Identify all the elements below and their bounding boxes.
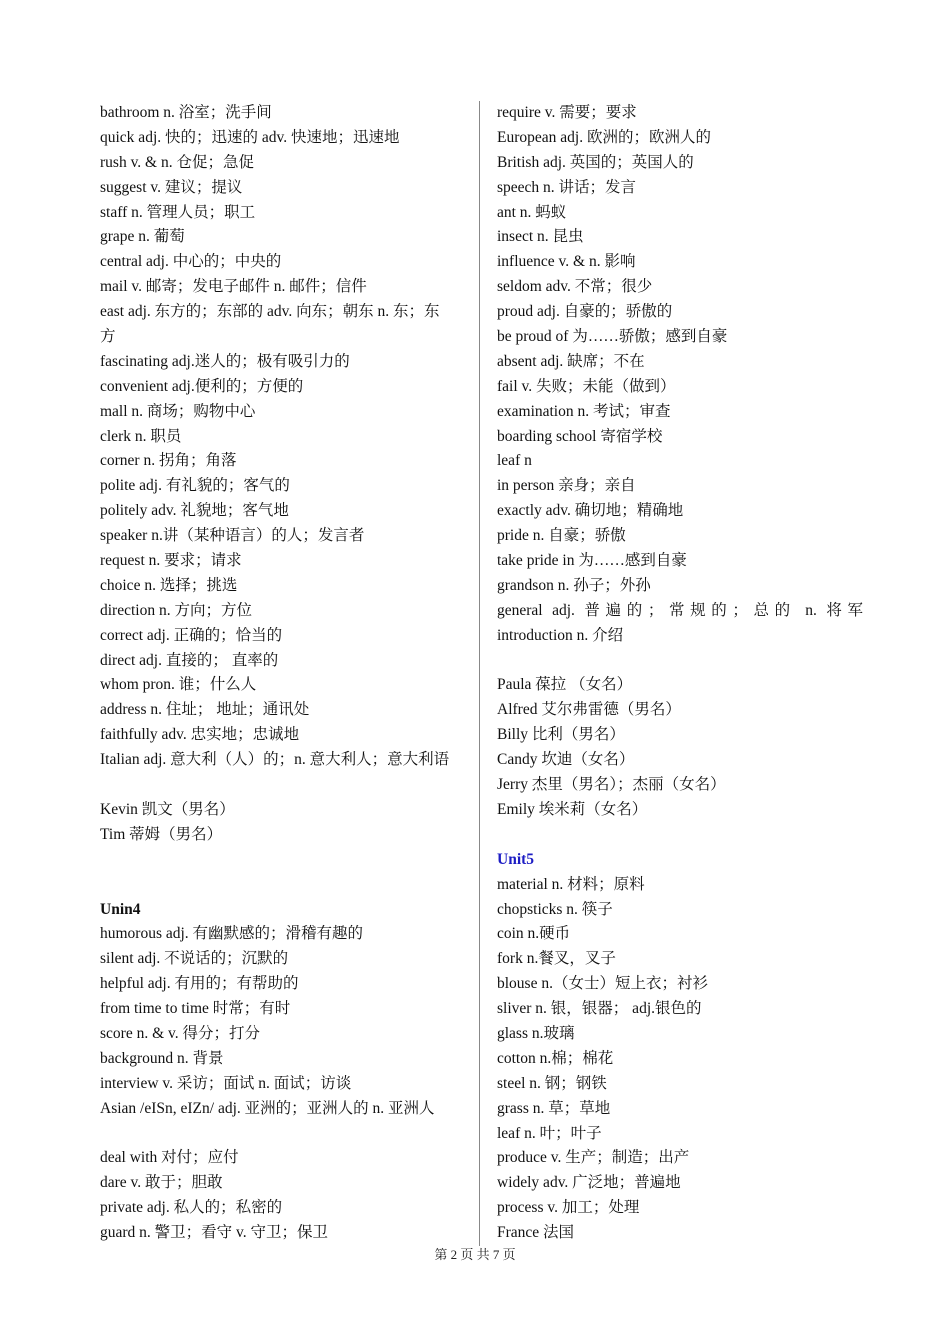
column-divider (479, 101, 480, 1246)
left-column (100, 101, 466, 1246)
vocab-entry: silent adj. 不说话的；沉默的 (100, 950, 289, 968)
vocab-entry: Italian adj. 意大利（人）的；n. 意大利人；意大利语 (100, 751, 450, 769)
vocab-entry: widely adv. 广泛地；普遍地 (497, 1174, 681, 1192)
vocab-entry: background n. 背景 (100, 1049, 224, 1067)
vocab-entry: east adj. 东方的；东部的 adv. 向东；朝东 n. 东；东 (100, 303, 440, 321)
blank-line (100, 773, 466, 798)
vocab-entry: France 法国 (497, 1224, 575, 1242)
vocab-entry: seldom adv. 不常；很少 (497, 278, 653, 296)
vocab-entry: request n. 要求；请求 (100, 552, 242, 570)
vocab-entry: steel n. 钢；钢铁 (497, 1074, 607, 1092)
vocab-entry: ant n. 蚂蚁 (497, 203, 567, 221)
vocab-entry: Jerry 杰里（男名）；杰丽（女名） (497, 776, 726, 794)
vocab-entry: pride n. 自豪；骄傲 (497, 527, 626, 545)
right-column (497, 101, 863, 1246)
vocab-entry: mall n. 商场；购物中心 (100, 402, 256, 420)
vocab-entry: helpful adj. 有用的；有帮助的 (100, 975, 299, 993)
vocab-entry: politely adv. 礼貌地；客气地 (100, 502, 289, 520)
unit-heading: Unit5 (497, 850, 535, 868)
vocab-entry: proud adj. 自豪的；骄傲的 (497, 303, 673, 321)
unit-heading: Unin4 (100, 900, 141, 918)
vocab-entry: process v. 加工；处理 (497, 1199, 640, 1217)
vocab-entry: examination n. 考试；审查 (497, 402, 671, 420)
vocab-entry: fail v. 失败；未能（做到） (497, 377, 676, 395)
vocab-entry: Asian /eISn, eIZn/ adj. 亚洲的；亚洲人的 n. 亚洲人 (100, 1099, 435, 1117)
vocab-entry: staff n. 管理人员；职工 (100, 203, 256, 221)
vocab-entry: sliver n. 银，银器； adj.银色的 (497, 1000, 702, 1018)
vocab-entry: rush v. & n. 仓促；急促 (100, 153, 254, 171)
vocab-entry: exactly adv. 确切地；精确地 (497, 502, 684, 520)
blank-line (100, 873, 466, 898)
vocab-entry: choice n. 选择；挑选 (100, 576, 238, 594)
page-footer: 第 2 页 共 7 页 (434, 1247, 516, 1262)
vocab-entry: from time to time 时常；有时 (100, 1000, 291, 1018)
vocab-entry: chopsticks n. 筷子 (497, 900, 613, 918)
vocab-entry: private adj. 私人的；私密的 (100, 1199, 283, 1217)
vocab-entry: Alfred 艾尔弗雷德（男名） (497, 701, 681, 719)
vocab-entry: material n. 材料；原料 (497, 875, 645, 893)
vocab-entry: speech n. 讲话；发言 (497, 178, 637, 196)
vocab-entry: convenient adj.便利的；方便的 (100, 377, 304, 395)
vocab-entry: absent adj. 缺席；不在 (497, 352, 645, 370)
vocab-entry: bathroom n. 浴室；洗手间 (100, 104, 272, 121)
vocab-entry: cotton n.棉；棉花 (497, 1049, 614, 1067)
vocab-entry: grape n. 葡萄 (100, 228, 185, 246)
vocab-entry: European adj. 欧洲的；欧洲人的 (497, 128, 711, 146)
vocab-entry: score n. & v. 得分；打分 (100, 1024, 261, 1042)
blank-line (497, 823, 863, 848)
vocab-entry: Emily 埃米莉（女名） (497, 800, 648, 818)
vocab-entry: guard n. 警卫；看守 v. 守卫；保卫 (100, 1224, 329, 1242)
vocab-entry: interview v. 采访；面试 n. 面试；访谈 (100, 1074, 352, 1092)
vocab-entry: quick adj. 快的；迅速的 adv. 快速地；迅速地 (100, 128, 400, 146)
vocab-entry: faithfully adv. 忠实地；忠诚地 (100, 726, 300, 744)
vocab-entry: suggest v. 建议；提议 (100, 178, 243, 196)
vocab-entry: whom pron. 谁；什么人 (100, 676, 257, 694)
vocab-entry: blouse n.（女士）短上衣；衬衫 (497, 975, 708, 993)
vocab-entry: clerk n. 职员 (100, 427, 182, 445)
vocab-entry: Paula 葆拉 （女名） (497, 676, 633, 694)
vocab-entry: require v. 需要；要求 (497, 104, 637, 121)
blank-line (100, 848, 466, 873)
vocab-entry: direction n. 方向；方位 (100, 601, 252, 619)
vocab-entry: introduction n. 介绍 (497, 626, 624, 644)
vocab-entry: fork n.餐叉，叉子 (497, 950, 616, 968)
vocab-entry: Billy 比利（男名） (497, 726, 625, 744)
vocab-entry: insect n. 昆虫 (497, 228, 584, 246)
vocab-entry: leaf n. 叶；叶子 (497, 1124, 602, 1142)
vocab-entry: 方 (100, 328, 116, 346)
vocab-entry: fascinating adj.迷人的；极有吸引力的 (100, 352, 350, 370)
vocab-entry: corner n. 拐角；角落 (100, 452, 237, 470)
vocab-entry: central adj. 中心的；中央的 (100, 253, 282, 271)
vocab-entry: humorous adj. 有幽默感的；滑稽有趣的 (100, 925, 364, 943)
vocab-entry: Candy 坎迪（女名） (497, 751, 635, 769)
blank-line (100, 1122, 466, 1147)
vocab-entry: Tim 蒂姆（男名） (100, 825, 223, 843)
vocab-entry: take pride in 为……感到自豪 (497, 552, 687, 570)
vocab-entry: be proud of 为……骄傲；感到自豪 (497, 328, 728, 346)
vocab-entry: address n. 住址； 地址；通讯处 (100, 701, 310, 719)
vocab-entry: grass n. 草；草地 (497, 1099, 611, 1117)
vocab-entry: British adj. 英国的；英国人的 (497, 153, 694, 171)
vocab-entry: produce v. 生产；制造；出产 (497, 1149, 690, 1167)
vocab-entry: Kevin 凯文（男名） (100, 800, 235, 818)
vocab-entry: glass n.玻璃 (497, 1024, 575, 1042)
vocab-entry: in person 亲身；亲自 (497, 477, 636, 495)
vocab-entry: speaker n.讲（某种语言）的人；发言者 (100, 527, 365, 545)
vocab-entry: boarding school 寄宿学校 (497, 427, 663, 445)
vocab-entry: deal with 对付；应付 (100, 1149, 239, 1167)
blank-line (497, 649, 863, 674)
vocab-entry: mail v. 邮寄；发电子邮件 n. 邮件；信件 (100, 278, 367, 296)
vocab-entry: grandson n. 孙子；外孙 (497, 576, 651, 594)
vocab-entry: dare v. 敢于；胆敢 (100, 1174, 223, 1192)
vocab-entry: polite adj. 有礼貌的；客气的 (100, 477, 290, 495)
vocab-entry: influence v. & n. 影响 (497, 253, 636, 271)
vocab-entry: coin n.硬币 (497, 925, 571, 943)
vocab-entry: correct adj. 正确的；恰当的 (100, 626, 283, 644)
vocab-entry: leaf n (497, 452, 532, 470)
vocab-entry: direct adj. 直接的； 直率的 (100, 651, 279, 669)
vocab-entry: general adj. 普遍的；常规的；总的 n. 将军 (497, 601, 863, 619)
